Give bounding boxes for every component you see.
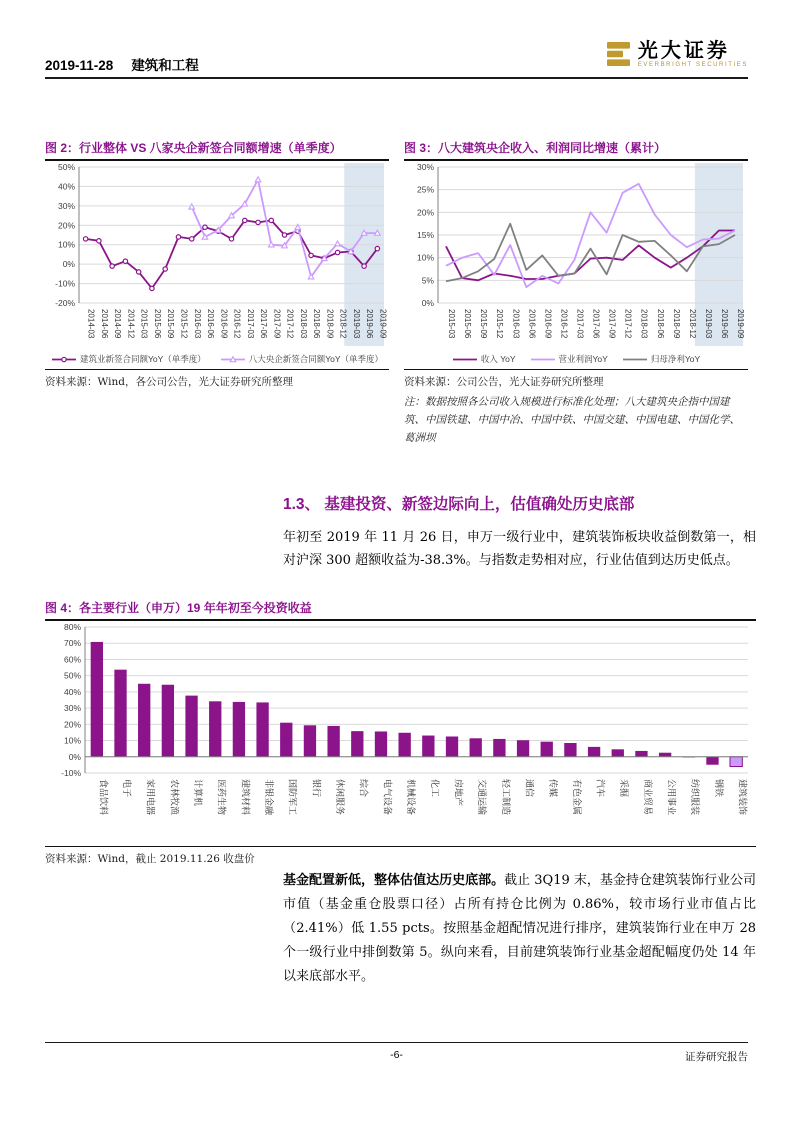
figure-2-source: 资料来源：Wind，各公司公告，光大证券研究所整理	[45, 369, 389, 391]
svg-text:2017-03: 2017-03	[245, 309, 255, 339]
legend-item	[622, 353, 700, 365]
svg-text:20%: 20%	[57, 220, 75, 231]
svg-text:2019-09: 2019-09	[378, 309, 388, 339]
svg-text:2016-09: 2016-09	[219, 309, 229, 339]
svg-text:钢铁: 钢铁	[713, 779, 724, 798]
header-divider	[45, 77, 748, 79]
svg-text:2015-09: 2015-09	[166, 309, 176, 339]
svg-text:30%: 30%	[63, 703, 81, 714]
svg-text:0%: 0%	[68, 752, 81, 763]
svg-text:-10%: -10%	[61, 768, 81, 779]
svg-text:2018-09: 2018-09	[325, 309, 335, 339]
svg-text:2016-03: 2016-03	[511, 309, 521, 339]
svg-text:2014-03: 2014-03	[86, 309, 96, 339]
svg-text:10%: 10%	[63, 735, 81, 746]
svg-text:2014-12: 2014-12	[126, 309, 136, 339]
svg-text:2019-03: 2019-03	[351, 309, 361, 339]
report-header	[45, 54, 199, 74]
fund-paragraph-rest: 截止 3Q19 末，基金持仓建筑装饰行业公司市值（基金重仓股票口径）占所有持仓比例为 0.86%，较市场行业市值占比（2.41%）低 1.55 pcts。按照基金超配情况进行排序，建筑装饰行业在申万 28 个一级行业中排倒数第 5。纵向来看，目前建筑装饰行业基金超配幅度仍处 14 年以来底部水平。	[283, 873, 756, 985]
svg-text:建筑装饰: 建筑装饰	[737, 779, 748, 816]
svg-text:2018-03: 2018-03	[298, 309, 308, 339]
legend-swatch-icon	[51, 355, 77, 364]
legend-item	[51, 353, 206, 365]
svg-text:2017-09: 2017-09	[607, 309, 617, 339]
svg-text:家用电器: 家用电器	[145, 779, 156, 816]
figure-3-legend	[404, 353, 748, 365]
svg-text:2019-03: 2019-03	[703, 309, 713, 339]
fund-paragraph-lead: 基金配置新低，整体估值达历史底部。	[283, 873, 505, 888]
svg-text:医药生物: 医药生物	[216, 779, 227, 816]
svg-text:2015-03: 2015-03	[447, 309, 457, 339]
figure-4-source: 资料来源：Wind，截止 2019.11.26 收盘价	[45, 846, 756, 868]
svg-text:2017-09: 2017-09	[272, 309, 282, 339]
svg-text:汽车: 汽车	[595, 779, 606, 798]
figure-4-caption: 图 4：各主要行业（申万）19 年年初至今投资收益	[45, 601, 756, 621]
svg-text:70%: 70%	[63, 638, 81, 649]
svg-text:轻工制造: 轻工制造	[500, 779, 511, 816]
brand-block	[605, 40, 748, 73]
svg-text:农林牧渔: 农林牧渔	[169, 779, 180, 816]
svg-text:国防军工: 国防军工	[287, 779, 298, 816]
svg-text:建筑材料: 建筑材料	[240, 779, 251, 816]
brand-subtitle: EVERBRIGHT SECURITIES	[637, 62, 748, 68]
svg-text:50%: 50%	[63, 671, 81, 682]
svg-text:2017-06: 2017-06	[591, 309, 601, 339]
svg-text:纺织服装: 纺织服装	[690, 779, 701, 816]
figure-3-line-chart	[404, 161, 748, 347]
svg-text:2019-06: 2019-06	[365, 309, 375, 339]
figure-2	[45, 141, 389, 448]
legend-label: 建筑业新签合同额YoY（单季度）	[79, 354, 206, 365]
svg-text:机械设备: 机械设备	[406, 779, 417, 816]
everbright-logo-icon	[605, 40, 633, 73]
sector-title: 建筑和工程	[131, 58, 199, 73]
svg-text:2016-03: 2016-03	[192, 309, 202, 339]
svg-text:房地产: 房地产	[453, 779, 464, 807]
svg-text:2016-06: 2016-06	[206, 309, 216, 339]
legend-swatch-icon	[530, 355, 556, 364]
svg-text:商业贸易: 商业贸易	[642, 779, 653, 816]
figure-2-line-chart	[45, 161, 389, 347]
svg-text:化工: 化工	[429, 779, 440, 798]
svg-text:2017-06: 2017-06	[259, 309, 269, 339]
svg-text:30%: 30%	[416, 162, 434, 173]
svg-text:2019-09: 2019-09	[736, 309, 746, 339]
svg-text:5%: 5%	[421, 275, 434, 286]
svg-text:2016-12: 2016-12	[232, 309, 242, 339]
svg-text:电气设备: 电气设备	[382, 779, 393, 816]
fund-paragraph-block	[283, 869, 756, 989]
figure-2-caption: 图 2：行业整体 VS 八家央企新签合同额增速（单季度）	[45, 141, 389, 161]
legend-swatch-icon	[622, 355, 648, 364]
svg-text:40%: 40%	[63, 687, 81, 698]
brand-name: 光大证券	[637, 38, 730, 62]
svg-text:电子: 电子	[121, 779, 132, 798]
svg-text:20%: 20%	[416, 207, 434, 218]
figure-4	[45, 601, 756, 868]
svg-text:50%: 50%	[57, 162, 75, 173]
svg-text:综合: 综合	[358, 779, 369, 798]
legend-swatch-icon	[220, 355, 246, 364]
legend-label: 八大央企新签合同额YoY（单季度）	[248, 354, 384, 365]
svg-text:15%: 15%	[416, 230, 434, 241]
svg-text:2014-09: 2014-09	[113, 309, 123, 339]
figure-3-caption: 图 3：八大建筑央企收入、利润同比增速（累计）	[404, 141, 748, 161]
figure-4-bar-chart	[45, 621, 756, 837]
svg-text:2015-03: 2015-03	[139, 309, 149, 339]
svg-text:2018-03: 2018-03	[639, 309, 649, 339]
legend-label: 收入 YoY	[480, 354, 516, 365]
figures-row	[45, 141, 748, 448]
svg-text:公用事业: 公用事业	[666, 779, 677, 816]
svg-text:2018-09: 2018-09	[671, 309, 681, 339]
footer-divider	[45, 1042, 748, 1043]
svg-text:休闲服务: 休闲服务	[335, 779, 346, 816]
svg-text:采掘: 采掘	[619, 779, 630, 798]
svg-text:2015-12: 2015-12	[179, 309, 189, 339]
svg-text:计算机: 计算机	[192, 779, 203, 807]
svg-text:2018-06: 2018-06	[655, 309, 665, 339]
figure-3-note: 注：数据按照各公司收入规模进行标准化处理；八大建筑央企指中国建筑、中国铁建、中国中冶、中国中铁、中国交建、中国电建、中国化学、葛洲坝	[404, 396, 740, 444]
figure-3	[404, 141, 748, 448]
svg-text:30%: 30%	[57, 201, 75, 212]
svg-text:10%: 10%	[57, 240, 75, 251]
svg-text:2019-06: 2019-06	[719, 309, 729, 339]
svg-text:0%: 0%	[421, 298, 434, 309]
footer-label: 证券研究报告	[685, 1051, 748, 1063]
svg-text:40%: 40%	[57, 181, 75, 192]
legend-label: 营业利润YoY	[558, 354, 608, 365]
svg-text:2018-12: 2018-12	[687, 309, 697, 339]
section-1-3	[283, 492, 756, 573]
report-date: 2019-11-28	[45, 58, 114, 73]
svg-text:2018-06: 2018-06	[312, 309, 322, 339]
svg-text:2015-06: 2015-06	[463, 309, 473, 339]
svg-text:2016-06: 2016-06	[527, 309, 537, 339]
svg-text:食品饮料: 食品饮料	[98, 779, 109, 816]
fund-paragraph	[283, 869, 756, 989]
svg-text:交通运输: 交通运输	[477, 779, 488, 816]
svg-text:2017-12: 2017-12	[623, 309, 633, 339]
svg-text:25%: 25%	[416, 185, 434, 196]
legend-item	[220, 353, 383, 365]
svg-text:2018-12: 2018-12	[338, 309, 348, 339]
svg-text:2015-09: 2015-09	[479, 309, 489, 339]
legend-item	[452, 353, 516, 365]
svg-text:2015-06: 2015-06	[152, 309, 162, 339]
section-heading: 1.3、 基建投资、新签边际向上，估值确处历史底部	[283, 496, 635, 513]
svg-text:60%: 60%	[63, 654, 81, 665]
legend-label: 归母净利YoY	[650, 354, 701, 365]
svg-text:10%: 10%	[416, 253, 434, 264]
svg-text:2016-12: 2016-12	[559, 309, 569, 339]
svg-text:2017-12: 2017-12	[285, 309, 295, 339]
section-paragraph: 年初至 2019 年 11 月 26 日，申万一级行业中，建筑装饰板块收益倒数第一，相对沪深 300 超额收益为-38.3%。与指数走势相对应，行业估值到达历史低点。	[283, 530, 756, 569]
svg-text:2015-12: 2015-12	[495, 309, 505, 339]
svg-text:0%: 0%	[62, 259, 75, 270]
svg-text:银行: 银行	[311, 779, 322, 798]
svg-text:通信: 通信	[524, 779, 535, 798]
svg-text:80%: 80%	[63, 622, 81, 633]
svg-text:20%: 20%	[63, 719, 81, 730]
svg-text:2014-06: 2014-06	[99, 309, 109, 339]
svg-text:-10%: -10%	[55, 278, 75, 289]
svg-text:有色金属: 有色金属	[571, 779, 582, 816]
svg-text:2017-03: 2017-03	[575, 309, 585, 339]
page-number: -6-	[390, 1049, 403, 1061]
svg-text:传媒: 传媒	[548, 779, 559, 798]
svg-text:-20%: -20%	[55, 298, 75, 309]
legend-item	[530, 353, 608, 365]
figure-3-source: 资料来源：公司公告，光大证券研究所整理	[404, 369, 748, 391]
figure-2-legend	[45, 353, 389, 365]
legend-swatch-icon	[452, 355, 478, 364]
svg-text:2016-09: 2016-09	[543, 309, 553, 339]
svg-text:非银金融: 非银金融	[264, 779, 275, 816]
